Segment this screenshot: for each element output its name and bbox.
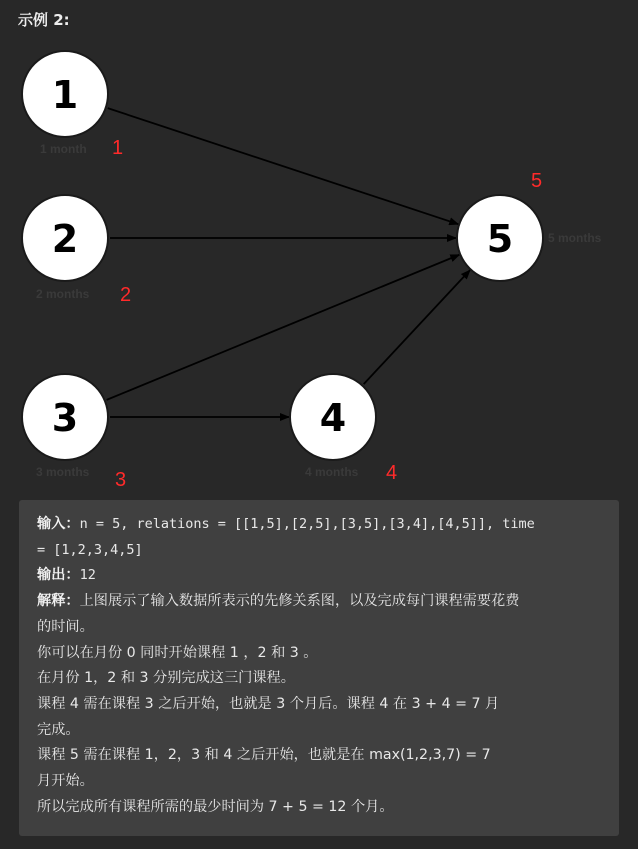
prerequisite-graph	[0, 36, 638, 496]
node-duration-label: 3 months	[36, 465, 90, 479]
output-line	[37, 563, 601, 589]
node-number: 3	[51, 396, 79, 440]
node-duration-label: 2 months	[36, 287, 90, 301]
node-number: 4	[319, 396, 347, 440]
output-label: 输出：	[37, 567, 80, 584]
input-value: n = 5, relations = [[1,5],[2,5],[3,5],[3,4],[4,5]], time	[79, 516, 535, 532]
explain-line-7: 课程 5 需在课程 1，2，3 和 4 之后开始，也就是在 max(1,2,3,7) = 7	[37, 747, 491, 764]
node-number: 1	[51, 73, 79, 117]
course-node-5	[457, 170, 602, 281]
example-heading: 示例 2:	[18, 11, 70, 29]
explain-line-5: 课程 4 需在课程 3 之后开始，也就是 3 个月后。课程 4 在 3 + 4 = 7 月	[37, 695, 500, 712]
node-annotation: 1	[112, 137, 124, 159]
node-duration-label: 1 month	[40, 142, 87, 156]
edge-3-to-5	[107, 255, 460, 400]
input-value-continued: = [1,2,3,4,5]	[37, 541, 143, 558]
node-annotation: 4	[386, 462, 398, 484]
explain-line-9: 所以完成所有课程所需的最少时间为 7 + 5 = 12 个月。	[37, 798, 394, 815]
explain-text: 上图展示了输入数据所表示的先修关系图，以及完成每门课程需要花费	[79, 593, 520, 610]
explain-line-8: 月开始。	[37, 773, 94, 790]
explain-line	[37, 589, 601, 615]
explain-line-3: 你可以在月份 0 同时开始课程 1 ，2 和 3 。	[37, 644, 318, 661]
explain-text-continued: 的时间。	[37, 618, 94, 635]
node-duration-label: 4 months	[305, 465, 359, 479]
node-duration-label: 5 months	[548, 231, 602, 245]
course-node-4	[290, 374, 397, 484]
explain-line-4: 在月份 1，2 和 3 分别完成这三门课程。	[37, 670, 295, 687]
node-number: 2	[51, 217, 79, 261]
input-line	[37, 512, 601, 538]
output-value: 12	[79, 567, 96, 584]
explanation-box	[19, 500, 619, 836]
node-annotation: 3	[115, 469, 127, 491]
edge-1-to-5	[108, 108, 459, 224]
explain-line-6: 完成。	[37, 721, 80, 738]
course-node-3	[22, 374, 126, 491]
course-node-1	[22, 51, 123, 159]
course-node-2	[22, 195, 131, 306]
input-label: 输入：	[37, 516, 80, 532]
node-annotation: 2	[120, 284, 132, 306]
node-annotation: 5	[531, 170, 543, 192]
node-number: 5	[486, 217, 514, 261]
explain-label: 解释：	[37, 593, 80, 610]
